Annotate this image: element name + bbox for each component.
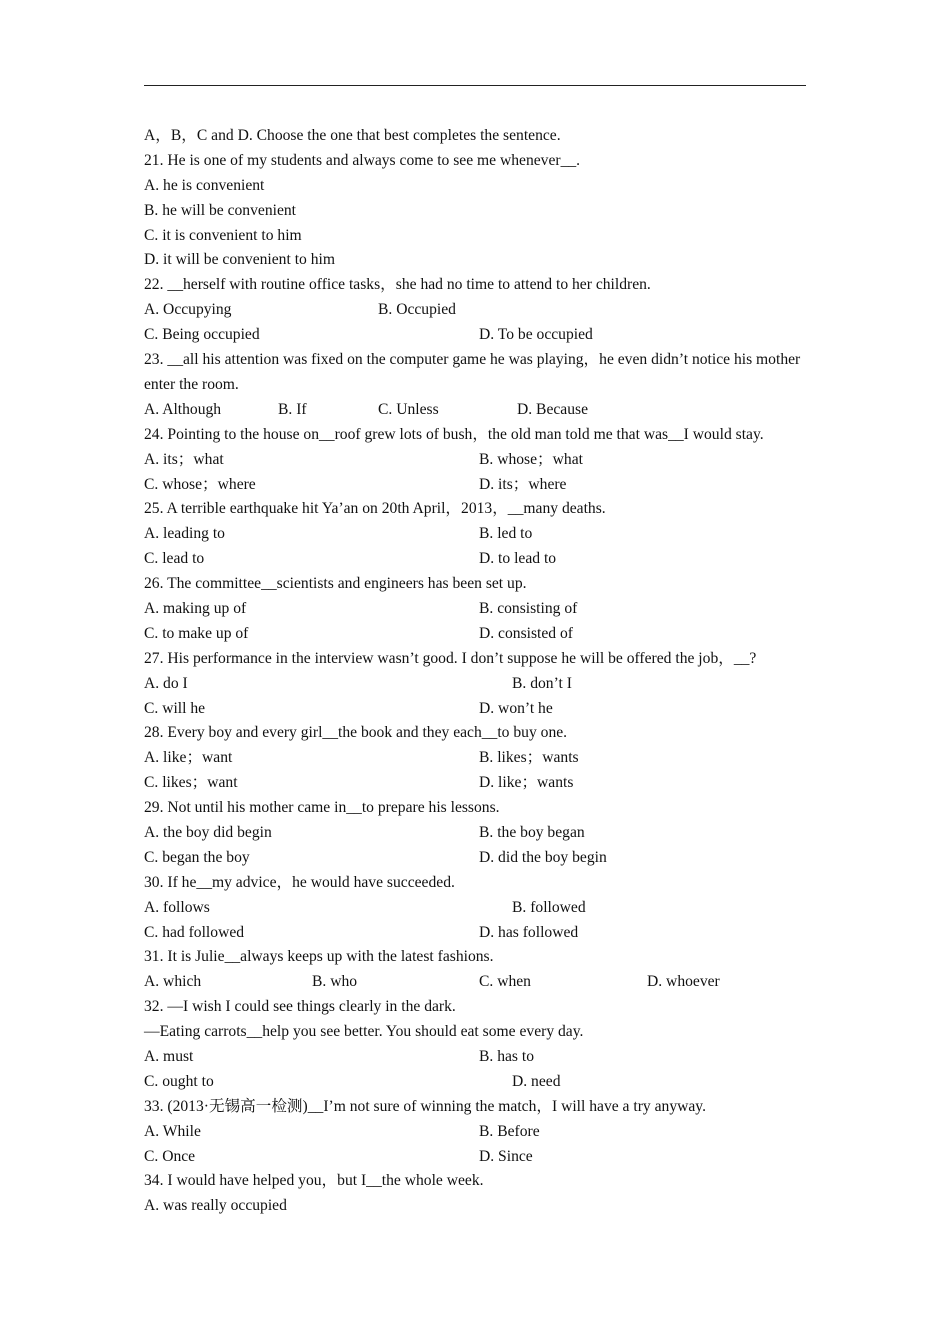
question-stem: 25. A terrible earthquake hit Ya’an on 20th April，2013，__many deaths. bbox=[144, 500, 606, 518]
option-c: C. to make up of bbox=[144, 624, 249, 642]
option-c: C. likes；want bbox=[144, 774, 238, 792]
option-c: C. ought to bbox=[144, 1072, 214, 1090]
option-c: C. Once bbox=[144, 1147, 196, 1165]
option-b: B. whose；what bbox=[479, 450, 583, 468]
option-a: A. making up of bbox=[144, 599, 247, 617]
option-b: B. he will be convenient bbox=[144, 201, 297, 219]
option-b: B. led to bbox=[479, 525, 533, 543]
question-stem: 29. Not until his mother came in__to prepare his lessons. bbox=[144, 799, 500, 817]
option-b: B. has to bbox=[479, 1047, 535, 1065]
option-a: A. leading to bbox=[144, 525, 225, 543]
option-a: A. Occupying bbox=[144, 301, 232, 319]
option-b: B. the boy began bbox=[479, 823, 585, 841]
option-c: C. when bbox=[479, 973, 531, 991]
option-d: D. like；wants bbox=[479, 774, 574, 792]
option-b: B. Occupied bbox=[378, 301, 456, 319]
option-d: D. did the boy begin bbox=[479, 848, 607, 866]
option-a: A. like；want bbox=[144, 749, 233, 767]
option-d: D. to lead to bbox=[479, 550, 557, 568]
option-a: A. Although bbox=[144, 400, 222, 418]
question-sheet bbox=[144, 124, 806, 1219]
question-stem: 23. __all his attention was fixed on the computer game he was playing，he even didn’t notice his mother enter the room. bbox=[144, 351, 801, 393]
option-c: C. Being occupied bbox=[144, 326, 260, 344]
option-b: B. who bbox=[312, 973, 358, 991]
option-b: B. don’t I bbox=[512, 674, 572, 692]
option-d: D. need bbox=[512, 1072, 561, 1090]
option-a: A. which bbox=[144, 973, 202, 991]
question-stem: 27. His performance in the interview wasn’t good. I don’t suppose he will be offered the job，__? bbox=[144, 649, 757, 667]
option-a: A. he is convenient bbox=[144, 176, 265, 194]
option-b: B. If bbox=[278, 400, 307, 418]
option-c: C. Unless bbox=[378, 400, 439, 418]
question-stem: 21. He is one of my students and always come to see me whenever__. bbox=[144, 151, 581, 169]
header-rule bbox=[144, 85, 806, 86]
option-a: A. do I bbox=[144, 674, 188, 692]
option-d: D. it will be convenient to him bbox=[144, 251, 335, 269]
option-b: B. likes；wants bbox=[479, 749, 579, 767]
question-stem-continued: —Eating carrots__help you see better. You should eat some every day. bbox=[144, 1023, 584, 1041]
option-c: C. had followed bbox=[144, 923, 245, 941]
option-c: C. will he bbox=[144, 699, 206, 717]
option-d: D. whoever bbox=[647, 973, 720, 991]
option-b: B. consisting of bbox=[479, 599, 578, 617]
question-stem: 31. It is Julie__always keeps up with the latest fashions. bbox=[144, 948, 494, 966]
option-c: C. began the boy bbox=[144, 848, 250, 866]
option-d: D. To be occupied bbox=[479, 326, 593, 344]
option-a: A. the boy did begin bbox=[144, 823, 272, 841]
option-a: A. While bbox=[144, 1122, 201, 1140]
question-stem: 22. __herself with routine office tasks，she had no time to attend to her children. bbox=[144, 276, 651, 294]
option-d: D. won’t he bbox=[479, 699, 553, 717]
option-c: C. lead to bbox=[144, 550, 205, 568]
option-a: A. must bbox=[144, 1047, 194, 1065]
question-stem: 30. If he__my advice，he would have succeeded. bbox=[144, 873, 455, 891]
option-d: D. consisted of bbox=[479, 624, 573, 642]
question-stem: 26. The committee__scientists and engineers has been set up. bbox=[144, 575, 527, 593]
option-d: D. has followed bbox=[479, 923, 579, 941]
option-c: C. it is convenient to him bbox=[144, 226, 302, 244]
option-a: A. follows bbox=[144, 898, 210, 916]
question-stem: 24. Pointing to the house on__roof grew lots of bush，the old man told me that was__I would stay. bbox=[144, 425, 764, 443]
option-d: D. Since bbox=[479, 1147, 533, 1165]
option-d: D. Because bbox=[517, 400, 589, 418]
option-a: A. its；what bbox=[144, 450, 224, 468]
option-b: B. Before bbox=[479, 1122, 540, 1140]
option-b: B. followed bbox=[512, 898, 586, 916]
intro-text: A，B，C and D. Choose the one that best completes the sentence. bbox=[144, 127, 561, 144]
question-stem: 28. Every boy and every girl__the book and they each__to buy one. bbox=[144, 724, 568, 742]
option-a: A. was really occupied bbox=[144, 1197, 287, 1215]
option-d: D. its；where bbox=[479, 475, 567, 493]
question-stem: 34. I would have helped you，but I__the whole week. bbox=[144, 1172, 484, 1190]
question-stem: 32. —I wish I could see things clearly in the dark. bbox=[144, 998, 456, 1016]
question-stem: 33. (2013·无锡高一检测)__I’m not sure of winning the match，I will have a try anyway. bbox=[144, 1097, 706, 1115]
option-c: C. whose；where bbox=[144, 475, 256, 493]
